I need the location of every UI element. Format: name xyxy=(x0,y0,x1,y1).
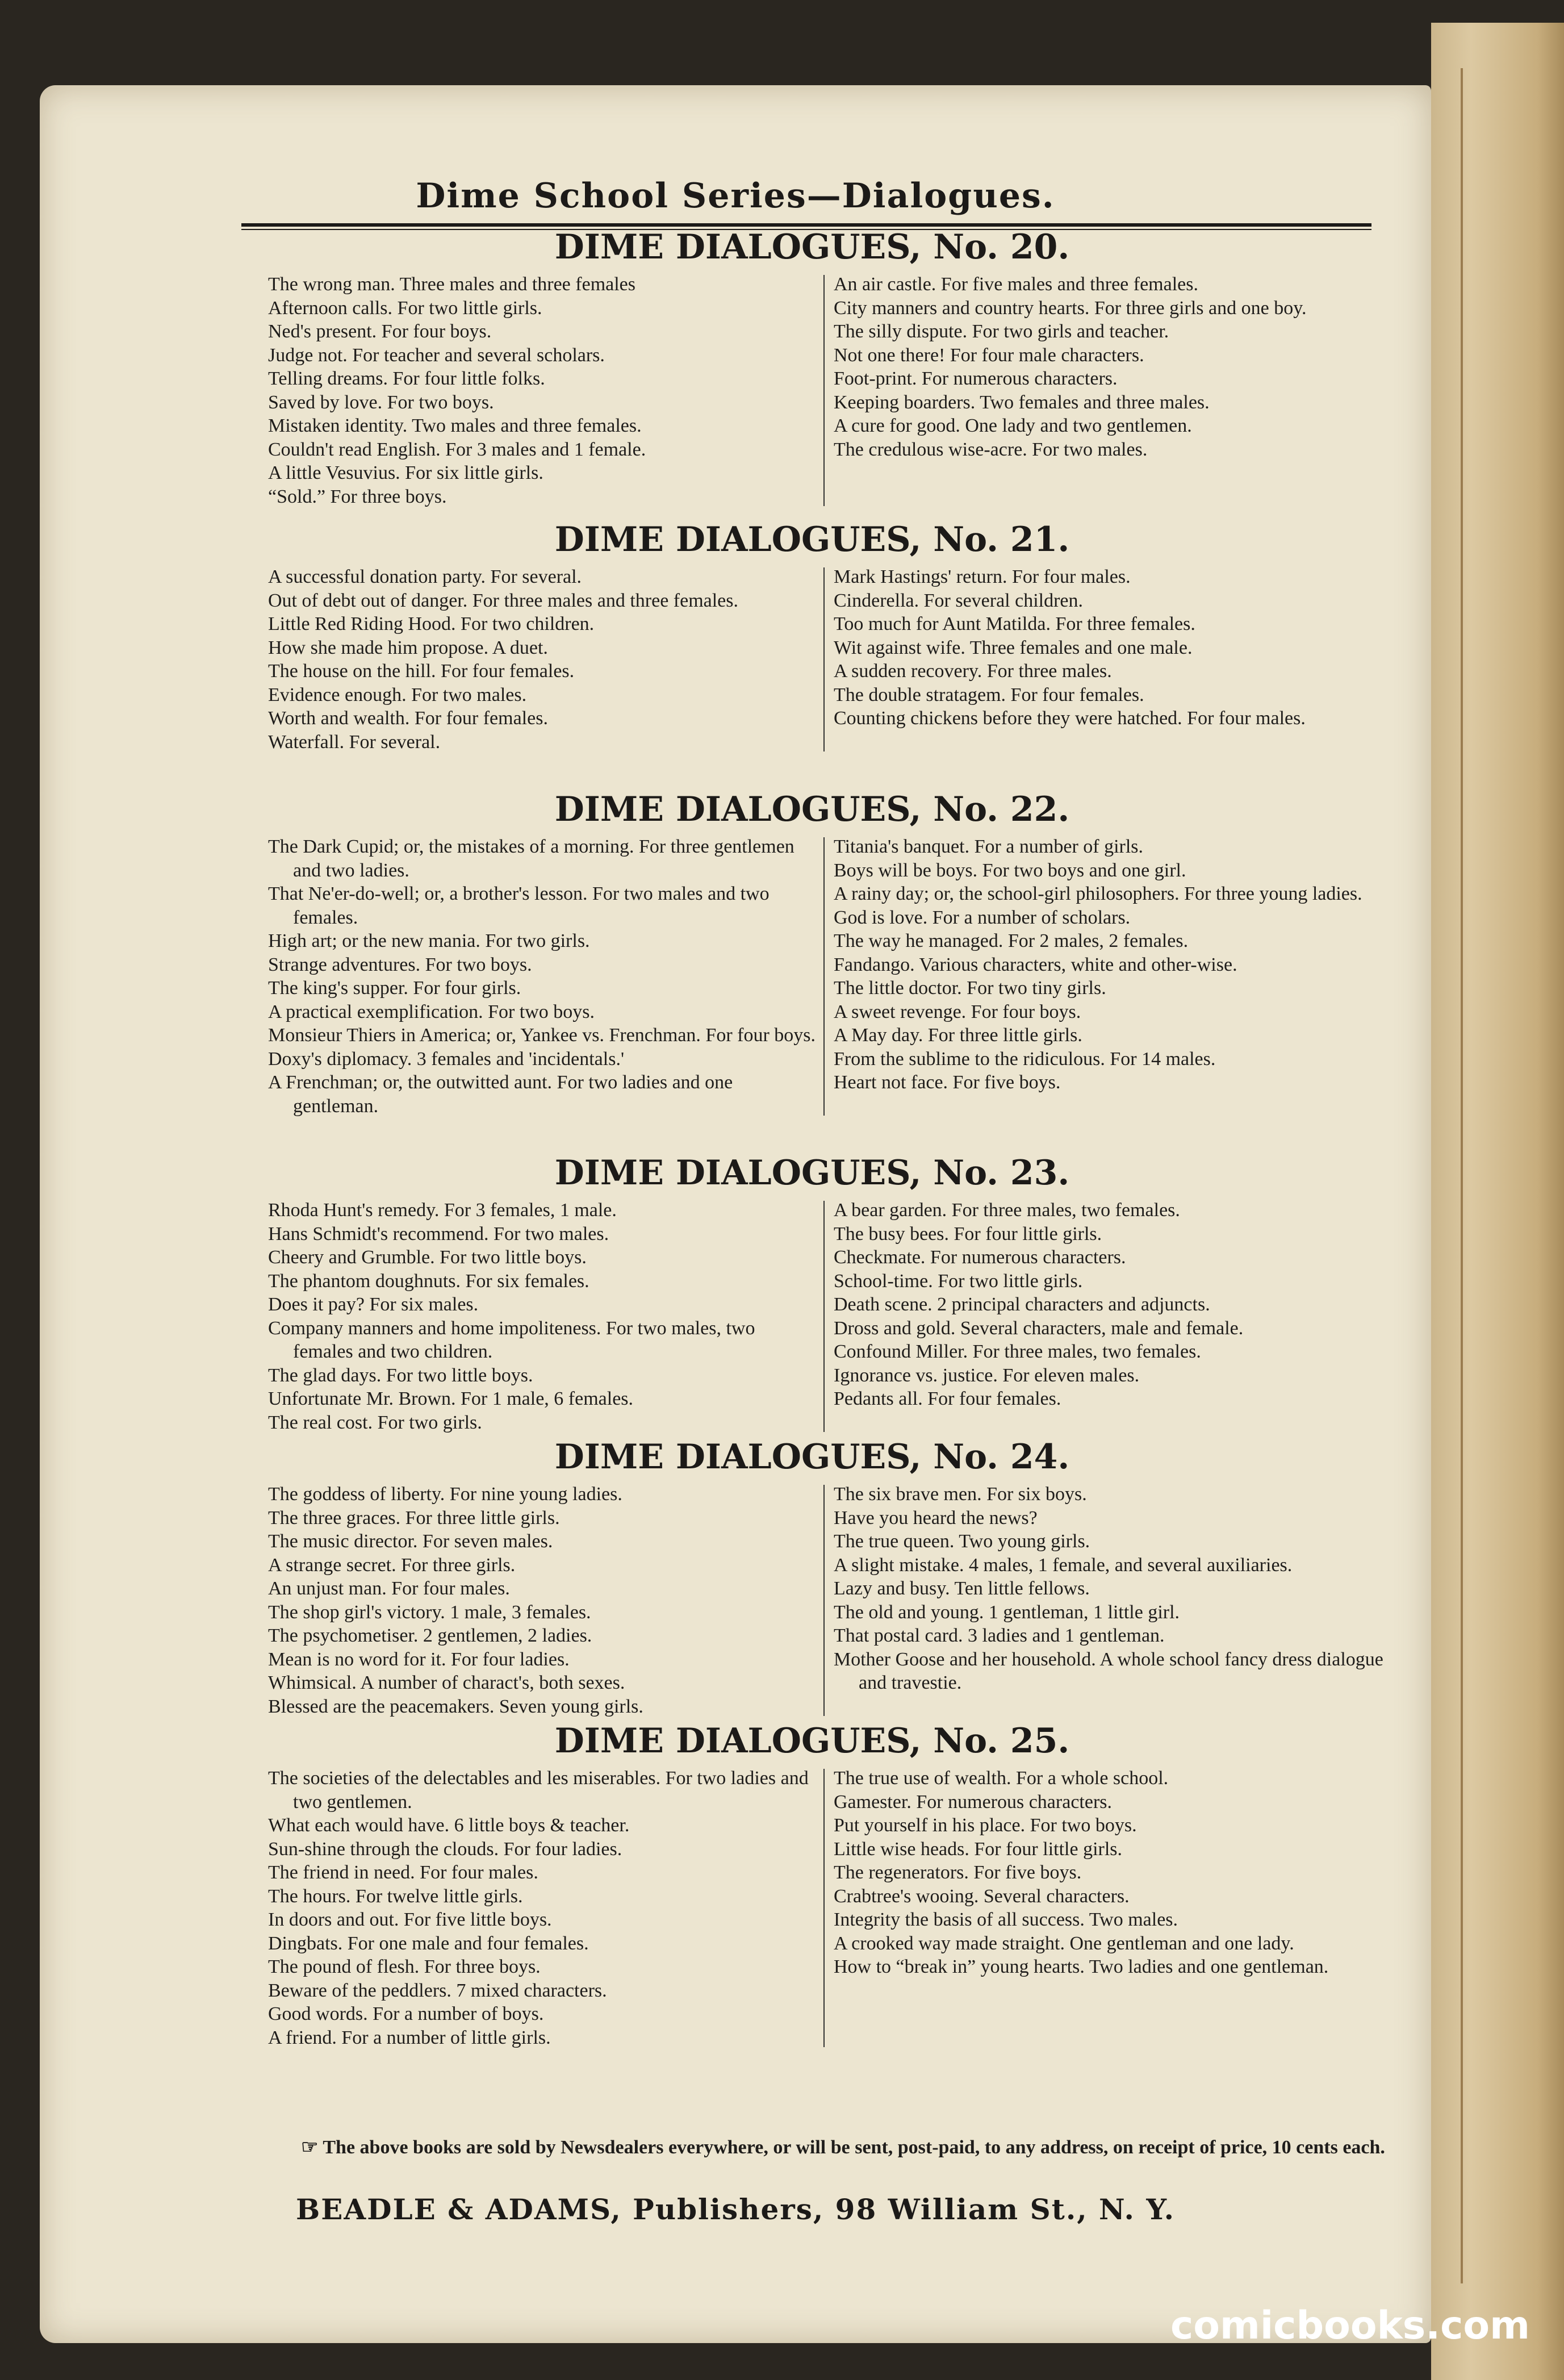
dialogue-entry: The true queen. Two young girls. xyxy=(834,1531,1090,1552)
dialogue-entry: The music director. For seven males. xyxy=(268,1531,553,1552)
dialogue-entry: How to “break in” young hearts. Two ladies and one gentleman. xyxy=(834,1956,1329,1977)
dialogue-entry: The regenerators. For five boys. xyxy=(834,1862,1082,1883)
dialogue-entry: Out of debt out of danger. For three males and three females. xyxy=(268,590,739,611)
dialogue-entry: The Dark Cupid; or, the mistakes of a morning. For three gentlemen and two ladies. xyxy=(268,836,794,881)
dialogue-entry: That postal card. 3 ladies and 1 gentleman. xyxy=(834,1625,1165,1646)
dialogue-entry: Worth and wealth. For four females. xyxy=(268,708,548,729)
dialogue-entry: From the sublime to the ridiculous. For 14 males. xyxy=(834,1048,1216,1070)
dialogue-entry: The goddess of liberty. For nine young ladies. xyxy=(268,1484,622,1505)
dialogue-entry: The true use of wealth. For a whole school. xyxy=(834,1768,1169,1789)
dialogue-entry: A little Vesuvius. For six little girls. xyxy=(268,462,543,483)
section-title: DIME DIALOGUES, No. 20. xyxy=(554,227,1070,267)
section-title: DIME DIALOGUES, No. 25. xyxy=(554,1721,1070,1761)
dialogue-entry: Mistaken identity. Two males and three females. xyxy=(268,415,642,436)
dialogue-entry: Death scene. 2 principal characters and adjuncts. xyxy=(834,1294,1210,1315)
dialogue-entry: Blessed are the peacemakers. Seven young girls. xyxy=(268,1696,643,1717)
dialogue-entry: The old and young. 1 gentleman, 1 little girl. xyxy=(834,1601,1180,1623)
dialogue-entry: Foot-print. For numerous characters. xyxy=(834,368,1118,389)
left-column xyxy=(268,835,816,1118)
dialogue-entry: Hans Schmidt's recommend. For two males. xyxy=(268,1223,609,1245)
dialogue-entry: Rhoda Hunt's remedy. For 3 females, 1 male. xyxy=(268,1200,617,1221)
dialogue-entry: The double stratagem. For four females. xyxy=(834,684,1144,705)
left-column xyxy=(268,1767,816,2049)
dialogue-entry: Mother Goose and her household. A whole school fancy dress dialogue and travestie. xyxy=(834,1648,1383,1693)
dialogue-entry: Mark Hastings' return. For four males. xyxy=(834,566,1131,587)
section-title: DIME DIALOGUES, No. 23. xyxy=(554,1153,1070,1193)
dialogue-entry: The house on the hill. For four females. xyxy=(268,661,575,682)
column-divider xyxy=(823,1485,825,1716)
dialogue-entry: Telling dreams. For four little folks. xyxy=(268,368,545,389)
publisher-line: BEADLE & ADAMS, Publishers, 98 William St., N. Y. xyxy=(295,2193,1176,2226)
dialogue-entry: Dross and gold. Several characters, male and female. xyxy=(834,1317,1244,1339)
dialogue-entry: The psychometiser. 2 gentlemen, 2 ladies. xyxy=(268,1625,592,1646)
dialogue-entry: Judge not. For teacher and several scholars. xyxy=(268,344,605,366)
dialogue-entry: The wrong man. Three males and three females xyxy=(268,274,635,295)
dialogue-entry: A slight mistake. 4 males, 1 female, and several auxiliaries. xyxy=(834,1554,1293,1576)
dialogue-entry: Boys will be boys. For two boys and one girl. xyxy=(834,859,1186,881)
dialogue-entry: Ned's present. For four boys. xyxy=(268,321,492,342)
column-divider xyxy=(823,1201,825,1432)
dialogue-entry: School-time. For two little girls. xyxy=(834,1270,1083,1292)
dialogue-entry: Little Red Riding Hood. For two children. xyxy=(268,613,595,634)
dialogue-entry: The silly dispute. For two girls and teacher. xyxy=(834,321,1169,342)
dialogue-entry: Cheery and Grumble. For two little boys. xyxy=(268,1247,587,1268)
dialogue-entry: Company manners and home impoliteness. For two males, two females and two children. xyxy=(268,1317,755,1362)
dialogue-entry: High art; or the new mania. For two girls. xyxy=(268,930,590,951)
dialogue-entry: How she made him propose. A duet. xyxy=(268,637,548,658)
dialogue-entry: Crabtree's wooing. Several characters. xyxy=(834,1885,1130,1907)
dialogue-entry: The shop girl's victory. 1 male, 3 females. xyxy=(268,1601,591,1623)
dialogue-entry: Little wise heads. For four little girls. xyxy=(834,1838,1123,1860)
dialogue-entry: The three graces. For three little girls. xyxy=(268,1507,560,1529)
dialogue-entry: Waterfall. For several. xyxy=(268,731,441,753)
dialogue-entry: The phantom doughnuts. For six females. xyxy=(268,1270,589,1292)
dialogue-entry: An unjust man. For four males. xyxy=(268,1578,510,1599)
dialogue-entry: That Ne'er-do-well; or, a brother's lesson. For two males and two females. xyxy=(268,883,770,928)
dialogue-entry: A sweet revenge. For four boys. xyxy=(834,1001,1081,1022)
dialogue-entry: A crooked way made straight. One gentleman and one lady. xyxy=(834,1932,1294,1954)
dialogue-entry: A practical exemplification. For two boys. xyxy=(268,1001,595,1022)
page-edge xyxy=(1431,23,1564,2380)
dialogue-entry: The pound of flesh. For three boys. xyxy=(268,1956,541,1977)
dialogue-entry: Confound Miller. For three males, two females. xyxy=(834,1341,1201,1362)
dialogue-entry: The credulous wise-acre. For two males. xyxy=(834,439,1148,460)
dialogue-entry: The king's supper. For four girls. xyxy=(268,978,521,999)
dialogue-entry: “Sold.” For three boys. xyxy=(268,486,447,507)
dialogue-entry: An air castle. For five males and three females. xyxy=(834,274,1198,295)
dialogue-entry: Counting chickens before they were hatched. For four males. xyxy=(834,708,1306,729)
left-column xyxy=(268,1199,816,1434)
dialogue-entry: The glad days. For two little boys. xyxy=(268,1364,533,1386)
dialogue-entry: Ignorance vs. justice. For eleven males. xyxy=(834,1364,1140,1386)
dialogue-entry: Couldn't read English. For 3 males and 1 female. xyxy=(268,439,646,460)
dialogue-entry: Afternoon calls. For two little girls. xyxy=(268,297,542,319)
dialogue-entry: Too much for Aunt Matilda. For three females. xyxy=(834,613,1195,634)
section-title: DIME DIALOGUES, No. 21. xyxy=(554,520,1070,559)
dialogue-entry: The little doctor. For two tiny girls. xyxy=(834,978,1106,999)
dialogue-entry: Good words. For a number of boys. xyxy=(268,2003,544,2024)
dialogue-entry: Put yourself in his place. For two boys. xyxy=(834,1815,1137,1836)
catalog-page xyxy=(40,85,1431,2343)
right-column xyxy=(834,273,1402,461)
right-column xyxy=(834,1199,1402,1411)
dialogue-entry: A sudden recovery. For three males. xyxy=(834,661,1112,682)
dialogue-entry: The hours. For twelve little girls. xyxy=(268,1885,523,1907)
right-column xyxy=(834,565,1402,730)
dialogue-entry: The societies of the delectables and les miserables. For two ladies and two gentlemen. xyxy=(268,1768,809,1813)
left-column xyxy=(268,273,816,508)
dialogue-entry: God is love. For a number of scholars. xyxy=(834,907,1131,928)
dialogue-entry: Have you heard the news? xyxy=(834,1507,1038,1529)
binding-line xyxy=(1461,68,1463,2283)
dialogue-entry: Gamester. For numerous characters. xyxy=(834,1791,1112,1813)
dialogue-entry: Evidence enough. For two males. xyxy=(268,684,527,705)
dialogue-entry: Heart not face. For five boys. xyxy=(834,1072,1061,1093)
right-column xyxy=(834,1767,1402,1979)
dialogue-entry: Mean is no word for it. For four ladies. xyxy=(268,1648,570,1670)
column-divider xyxy=(823,1769,825,2047)
dialogue-entry: Saved by love. For two boys. xyxy=(268,391,494,413)
dialogue-entry: In doors and out. For five little boys. xyxy=(268,1909,552,1930)
dialogue-entry: Strange adventures. For two boys. xyxy=(268,954,532,975)
dialogue-entry: The real cost. For two girls. xyxy=(268,1412,482,1433)
section-title: DIME DIALOGUES, No. 24. xyxy=(554,1437,1070,1477)
dialogue-entry: The way he managed. For 2 males, 2 females. xyxy=(834,930,1189,951)
right-column xyxy=(834,835,1402,1095)
ordering-note: ☞ The above books are sold by Newsdealers everywhere, or will be sent, post-paid, to any address, on receipt of price, 10 cents each. xyxy=(301,2137,1385,2158)
dialogue-entry: Pedants all. For four females. xyxy=(834,1388,1061,1409)
right-column xyxy=(834,1483,1402,1695)
dialogue-entry: Sun-shine through the clouds. For four ladies. xyxy=(268,1838,622,1860)
dialogue-entry: A May day. For three little girls. xyxy=(834,1025,1082,1046)
dialogue-entry: A cure for good. One lady and two gentlemen. xyxy=(834,415,1192,436)
dialogue-entry: Checkmate. For numerous characters. xyxy=(834,1247,1126,1268)
dialogue-entry: Doxy's diplomacy. 3 females and 'incidentals.' xyxy=(268,1048,625,1070)
column-divider xyxy=(823,837,825,1116)
dialogue-entry: Keeping boarders. Two females and three males. xyxy=(834,391,1210,413)
dialogue-entry: Monsieur Thiers in America; or, Yankee vs. Frenchman. For four boys. xyxy=(268,1025,816,1046)
dialogue-entry: Lazy and busy. Ten little fellows. xyxy=(834,1578,1090,1599)
dialogue-entry: The friend in need. For four males. xyxy=(268,1862,538,1883)
dialogue-entry: A Frenchman; or, the outwitted aunt. For two ladies and one gentleman. xyxy=(268,1072,733,1117)
dialogue-entry: Fandango. Various characters, white and other-wise. xyxy=(834,954,1237,975)
dialogue-entry: A successful donation party. For several. xyxy=(268,566,582,587)
dialogue-entry: Whimsical. A number of charact's, both sexes. xyxy=(268,1672,625,1693)
dialogue-entry: What each would have. 6 little boys & teacher. xyxy=(268,1815,630,1836)
dialogue-entry: The busy bees. For four little girls. xyxy=(834,1223,1102,1245)
dialogue-entry: A strange secret. For three girls. xyxy=(268,1554,516,1576)
dialogue-entry: A rainy day; or, the school-girl philosophers. For three young ladies. xyxy=(834,883,1362,904)
dialogue-entry: Titania's banquet. For a number of girls. xyxy=(834,836,1144,857)
dialogue-entry: Dingbats. For one male and four females. xyxy=(268,1932,589,1954)
page-header: Dime School Series—Dialogues. xyxy=(416,176,1055,216)
dialogue-entry: Beware of the peddlers. 7 mixed characters. xyxy=(268,1980,607,2001)
dialogue-entry: The six brave men. For six boys. xyxy=(834,1484,1087,1505)
dialogue-entry: Does it pay? For six males. xyxy=(268,1294,479,1315)
dialogue-entry: Integrity the basis of all success. Two males. xyxy=(834,1909,1178,1930)
dialogue-entry: City manners and country hearts. For three girls and one boy. xyxy=(834,297,1307,319)
dialogue-entry: Wit against wife. Three females and one male. xyxy=(834,637,1193,658)
dialogue-entry: A bear garden. For three males, two females. xyxy=(834,1200,1180,1221)
left-column xyxy=(268,565,816,754)
dialogue-entry: Not one there! For four male characters. xyxy=(834,344,1144,366)
section-title: DIME DIALOGUES, No. 22. xyxy=(554,790,1070,829)
column-divider xyxy=(823,275,825,506)
dialogue-entry: Unfortunate Mr. Brown. For 1 male, 6 females. xyxy=(268,1388,634,1409)
column-divider xyxy=(823,567,825,751)
left-column xyxy=(268,1483,816,1718)
dialogue-entry: Cinderella. For several children. xyxy=(834,590,1084,611)
site-watermark: comicbooks.com xyxy=(1170,2303,1530,2348)
dialogue-entry: A friend. For a number of little girls. xyxy=(268,2027,551,2048)
